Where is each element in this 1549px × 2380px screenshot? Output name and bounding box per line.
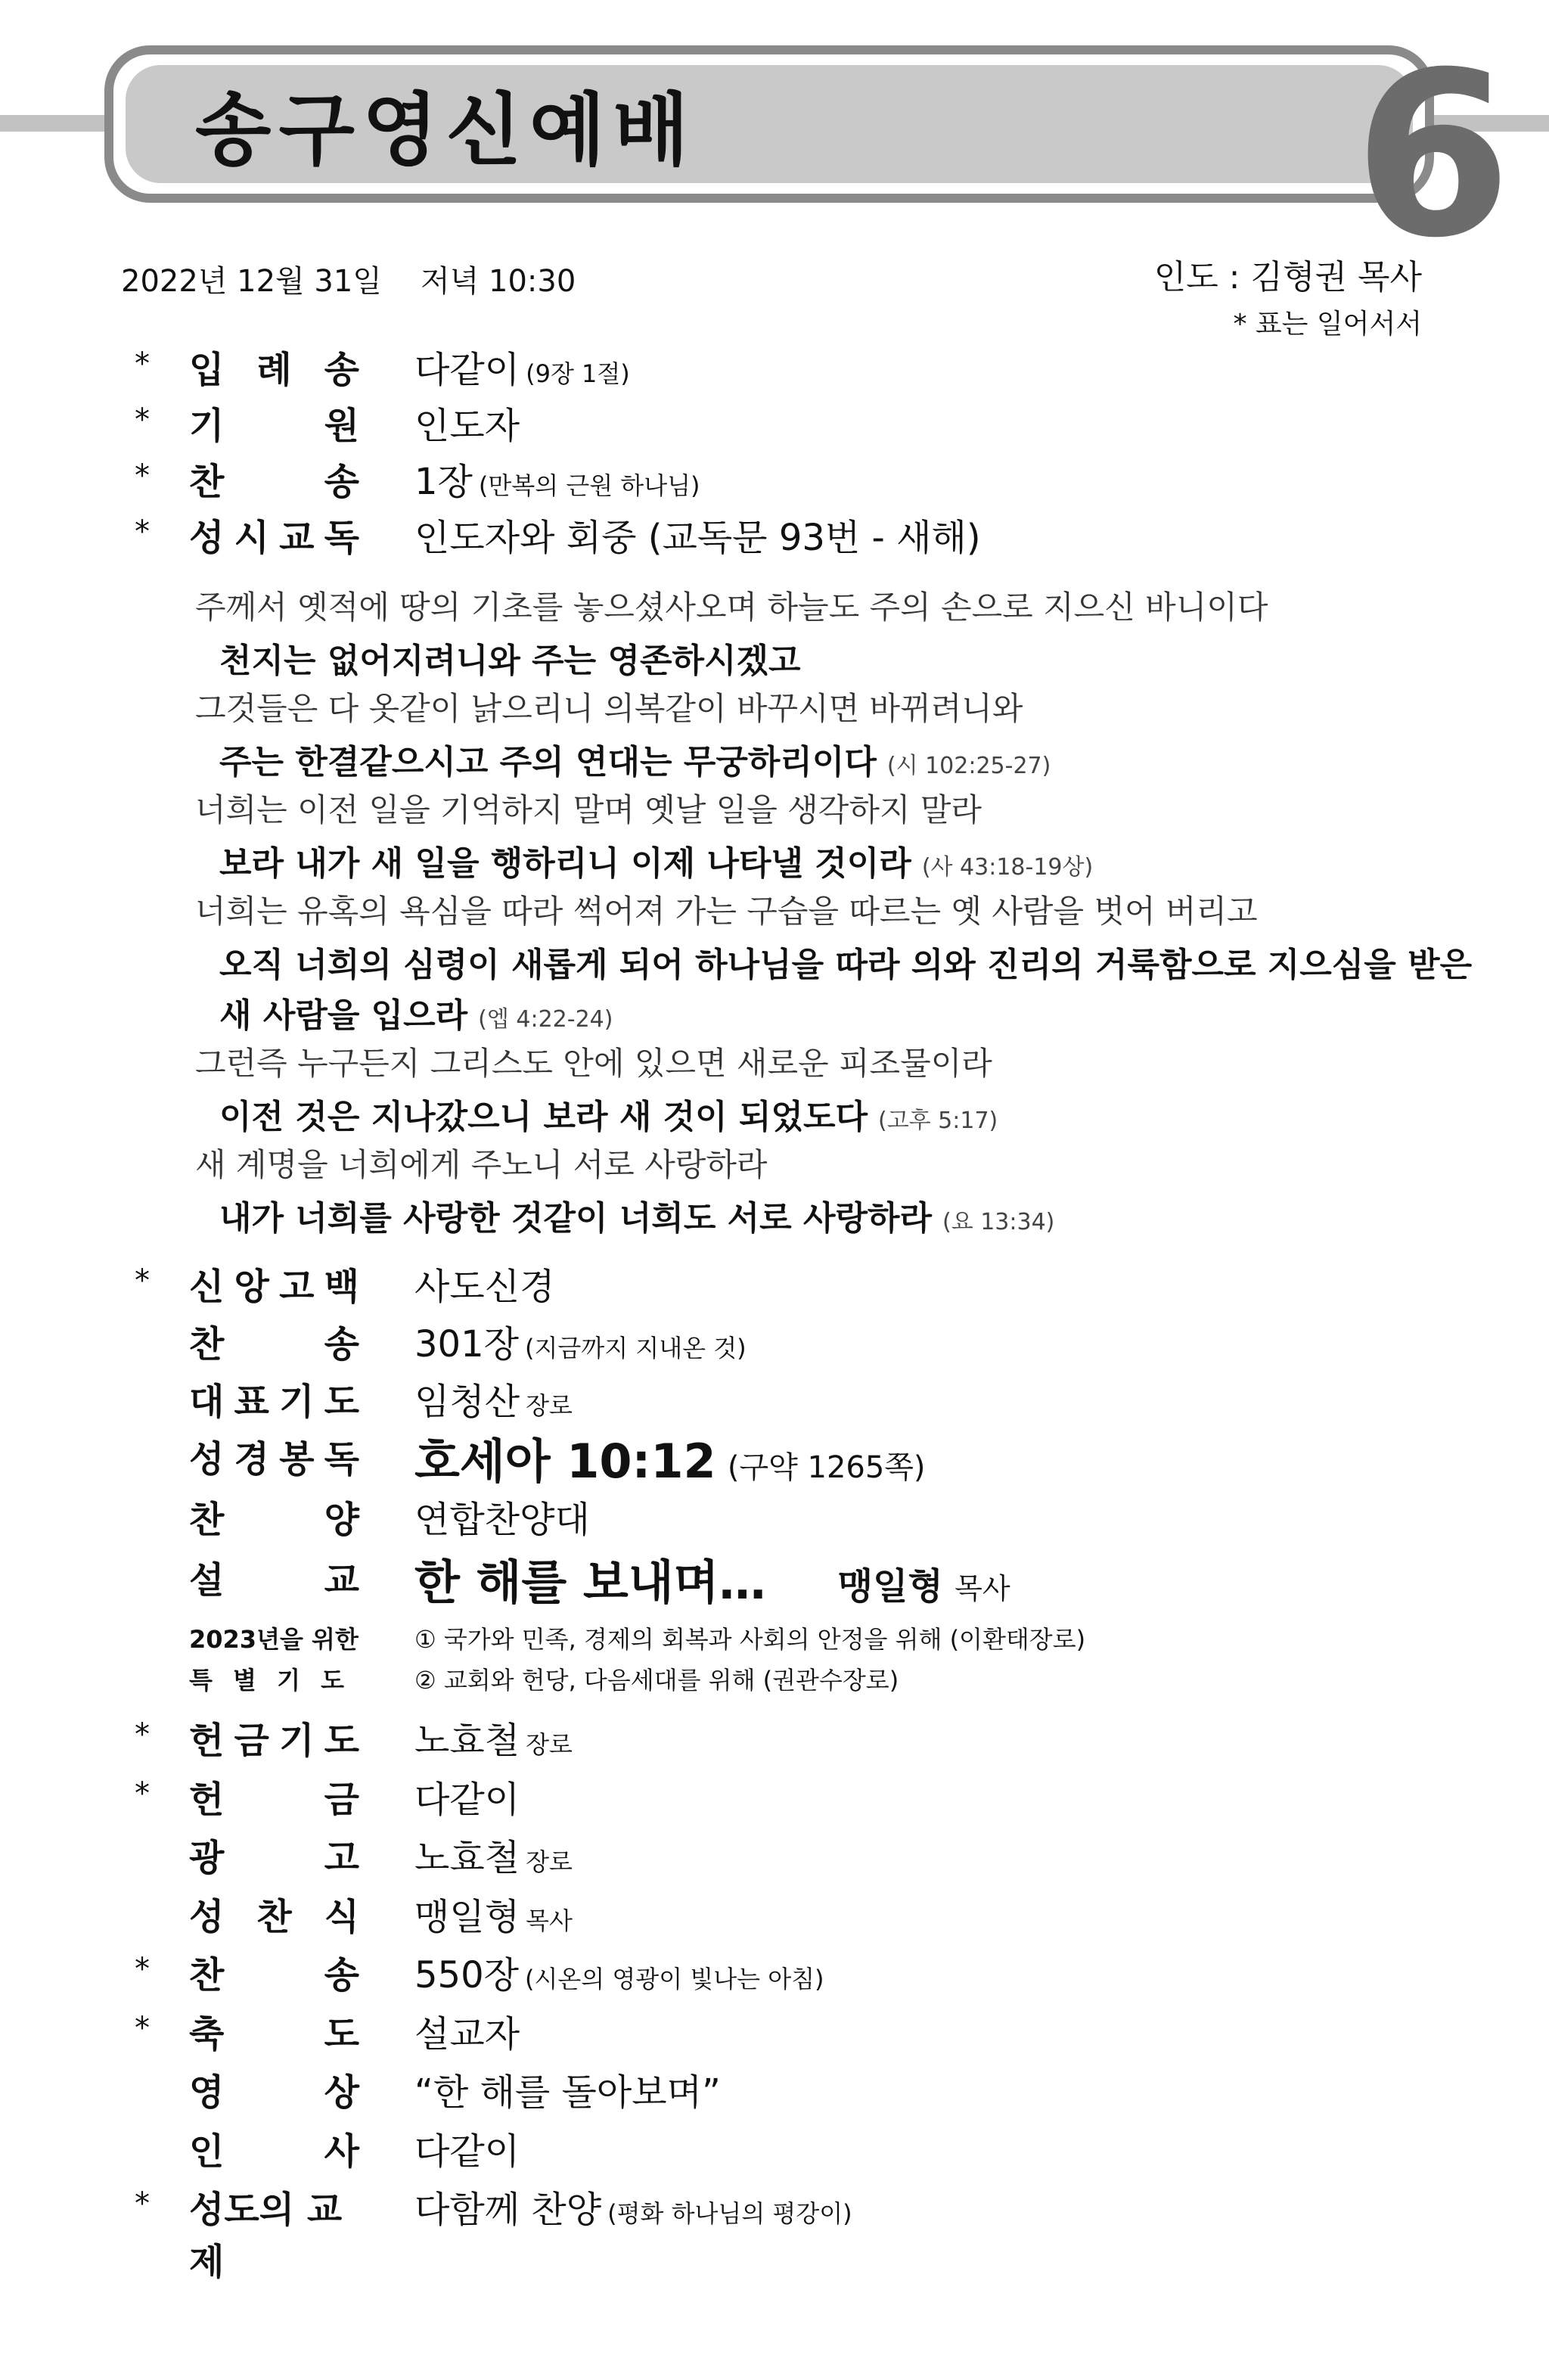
order-row-anthem: [0, 1490, 1549, 1543]
order-row-scripture: [0, 1430, 1549, 1489]
reading-response-line: 이전 것은 지나갔으니 보라 새 것이 되었도다 (고후 5:17): [219, 1098, 998, 1136]
order-content-main: 1장: [414, 461, 473, 503]
order-label: 성 찬 식: [189, 1895, 359, 1938]
order-content-main: 550장: [414, 1954, 519, 1996]
order-content-main: 인도자와 회중 (교독문 93번 - 새해): [414, 517, 981, 559]
order-content: [414, 1424, 926, 1491]
order-content-main: 다함께 찬양: [414, 2189, 602, 2231]
order-label: 인 사: [189, 2130, 359, 2173]
order-row: [0, 508, 1549, 561]
scripture-reference: 호세아 10:12: [414, 1434, 716, 1489]
reading-response-line: 보라 내가 새 일을 행하리니 이제 나타낼 것이라 (사 43:18-19상): [219, 844, 1094, 883]
order-content-main: 설교자: [414, 2012, 520, 2055]
order-label: 기 원: [189, 405, 359, 447]
stand-marker: *: [135, 1263, 150, 1298]
sermon-title: 한 해를 보내며…: [414, 1555, 766, 1610]
reading-response-line: 오직 너희의 심령이 새롭게 되어 하나님을 따라 의와 진리의 거룩함으로 지으심을 받은: [219, 946, 1473, 984]
order-content-main: 임청산: [414, 1381, 520, 1423]
order-content: [414, 1828, 573, 1881]
sermon-pastor-title: 목사: [955, 1572, 1010, 1605]
reading-leader-line: 그것들은 다 옷같이 낡으리니 의복같이 바꾸시면 바뀌려니와: [195, 690, 1023, 727]
order-label: 성도의 교제: [189, 2189, 343, 2283]
order-label: 영 상: [189, 2071, 359, 2114]
order-content-main: 다같이: [414, 2130, 520, 2173]
order-label: 찬 양: [189, 1499, 359, 1541]
order-content-detail: (9장 1절): [526, 359, 630, 388]
stand-marker: *: [135, 514, 150, 549]
order-content: [414, 396, 520, 449]
order-content-detail: 목사: [526, 1906, 573, 1935]
stand-marker: *: [135, 1776, 150, 1811]
order-row: [0, 1315, 1549, 1368]
order-row: [0, 452, 1549, 505]
order-row: [0, 1257, 1549, 1310]
order-content-detail: 장로: [526, 1847, 573, 1876]
scripture-citation: (엡 4:22-24): [478, 1006, 613, 1033]
scripture-citation: (사 43:18-19상): [921, 854, 1094, 881]
order-row: [0, 2122, 1549, 2175]
order-content-detail: (만복의 근원 하나님): [478, 471, 700, 500]
special-prayer-item-1: ① 국가와 민족, 경제의 회복과 사회의 안정을 위해 (이환태장로): [414, 1625, 1086, 1654]
order-content: [414, 2005, 520, 2057]
service-leader: 인도 : 김형권 목사: [1153, 258, 1422, 297]
special-prayer-label-1: 2023년을 위한: [189, 1625, 359, 1654]
order-row: [0, 2180, 1549, 2283]
service-time: 저녁 10:30: [421, 264, 576, 299]
service-date: 2022년 12월 31일: [121, 264, 382, 299]
order-content: [414, 508, 981, 561]
order-content-main: 301장: [414, 1323, 519, 1366]
order-label: 찬 송: [189, 461, 359, 503]
order-content-main: 인도자: [414, 405, 520, 447]
scripture-citation: (요 13:34): [942, 1209, 1055, 1235]
order-content-main: 노효철: [414, 1837, 520, 1879]
special-prayer-label-2: 특 별 기 도: [189, 1666, 351, 1695]
order-content: [414, 1711, 573, 1763]
stand-marker: *: [135, 458, 150, 493]
order-content-detail: 장로: [526, 1730, 573, 1759]
order-row: [0, 1888, 1549, 1940]
order-label: 성 시 교 독: [189, 517, 359, 559]
page-title: 송구영신예배: [195, 84, 697, 176]
order-label: 찬 송: [189, 1323, 359, 1366]
order-content: [414, 1257, 554, 1310]
order-label: 설 교: [189, 1559, 359, 1602]
order-content-detail: (지금까지 지내온 것): [525, 1334, 747, 1362]
reading-response-line: 새 사람을 입으라 (엡 4:22-24): [219, 996, 613, 1035]
order-content-main: 다같이: [414, 1778, 520, 1821]
order-row-sermon: [0, 1551, 1549, 1610]
stand-marker: *: [135, 402, 150, 437]
order-content-detail: (시온의 영광이 빛나는 아침): [525, 1965, 824, 1993]
reading-leader-line: 너희는 이전 일을 기억하지 말며 옛날 일을 생각하지 말라: [195, 791, 982, 828]
order-label: 헌 금: [189, 1778, 359, 1821]
order-content: [414, 1888, 573, 1940]
reading-response-line: 천지는 없어지려니와 주는 영존하시겠고: [219, 642, 801, 680]
reading-response-line: 내가 너희를 사랑한 것같이 너희도 서로 사랑하라 (요 13:34): [219, 1199, 1055, 1238]
order-content: [414, 1372, 573, 1425]
reading-leader-line: 주께서 옛적에 땅의 기초를 놓으셨사오며 하늘도 주의 손으로 지으신 바니이다: [195, 589, 1268, 626]
scripture-page: (구약 1265쪽): [727, 1450, 926, 1485]
order-content: [414, 1770, 520, 1822]
reading-leader-line: 그런즉 누구든지 그리스도 안에 있으면 새로운 피조물이라: [195, 1045, 992, 1082]
stand-marker: *: [135, 346, 150, 381]
order-label: 대 표 기 도: [189, 1381, 359, 1423]
order-row: [0, 396, 1549, 449]
order-content: 연합찬양대: [414, 1499, 590, 1541]
order-content-main: 맹일형: [414, 1895, 520, 1938]
order-row: [0, 1770, 1549, 1823]
order-content-detail: (평화 하나님의 평강이): [607, 2199, 852, 2228]
order-content: [414, 452, 700, 505]
order-content: [414, 340, 630, 393]
order-content-main: 다같이: [414, 349, 520, 391]
special-prayer-item-2: ② 교회와 헌당, 다음세대를 위해 (권관수장로): [414, 1666, 899, 1695]
reading-leader-line: 너희는 유혹의 욕심을 따라 썩어져 가는 구습을 따르는 옛 사람을 벗어 버리고: [195, 893, 1258, 930]
order-label: 광 고: [189, 1837, 359, 1879]
stand-marker: *: [135, 2186, 150, 2221]
scripture-citation: (고후 5:17): [877, 1108, 998, 1134]
reading-leader-line: 새 계명을 너희에게 주노니 서로 사랑하라: [195, 1146, 768, 1183]
order-content-detail: 장로: [526, 1391, 573, 1420]
order-label: 입 례 송: [189, 349, 359, 391]
order-row: [0, 1372, 1549, 1425]
order-content-main: 사도신경: [414, 1266, 555, 1308]
order-content: [414, 2063, 721, 2115]
order-content: [414, 2180, 852, 2232]
stand-marker: *: [135, 1717, 150, 1752]
order-row: [0, 340, 1549, 393]
order-row: [0, 1828, 1549, 1881]
order-content: [414, 1545, 1010, 1612]
stand-marker: *: [135, 2010, 150, 2046]
order-label: 헌 금 기 도: [189, 1720, 359, 1762]
scripture-citation: (시 102:25-27): [886, 753, 1051, 779]
order-label: 성 경 봉 독: [189, 1438, 359, 1481]
order-label: 신 앙 고 백: [189, 1266, 359, 1308]
order-content: [414, 1315, 747, 1367]
sermon-pastor: 맹일형: [837, 1565, 943, 1608]
order-row: [0, 2005, 1549, 2058]
order-row: [0, 1946, 1549, 1999]
section-number: 6: [1354, 23, 1512, 287]
order-row: [0, 1711, 1549, 1764]
standing-note: * 표는 일어서서: [1233, 309, 1422, 340]
order-content: [414, 2122, 520, 2174]
order-row: [0, 2063, 1549, 2116]
reading-response-line: 주는 한결같으시고 주의 연대는 무궁하리이다 (시 102:25-27): [219, 743, 1051, 781]
order-content-main: 노효철: [414, 1720, 520, 1762]
order-label: 축 도: [189, 2012, 359, 2055]
order-content: [414, 1946, 824, 1998]
stand-marker: *: [135, 1952, 150, 1987]
order-label: 찬 송: [189, 1954, 359, 1996]
order-content-main: “한 해를 돌아보며”: [414, 2071, 721, 2114]
